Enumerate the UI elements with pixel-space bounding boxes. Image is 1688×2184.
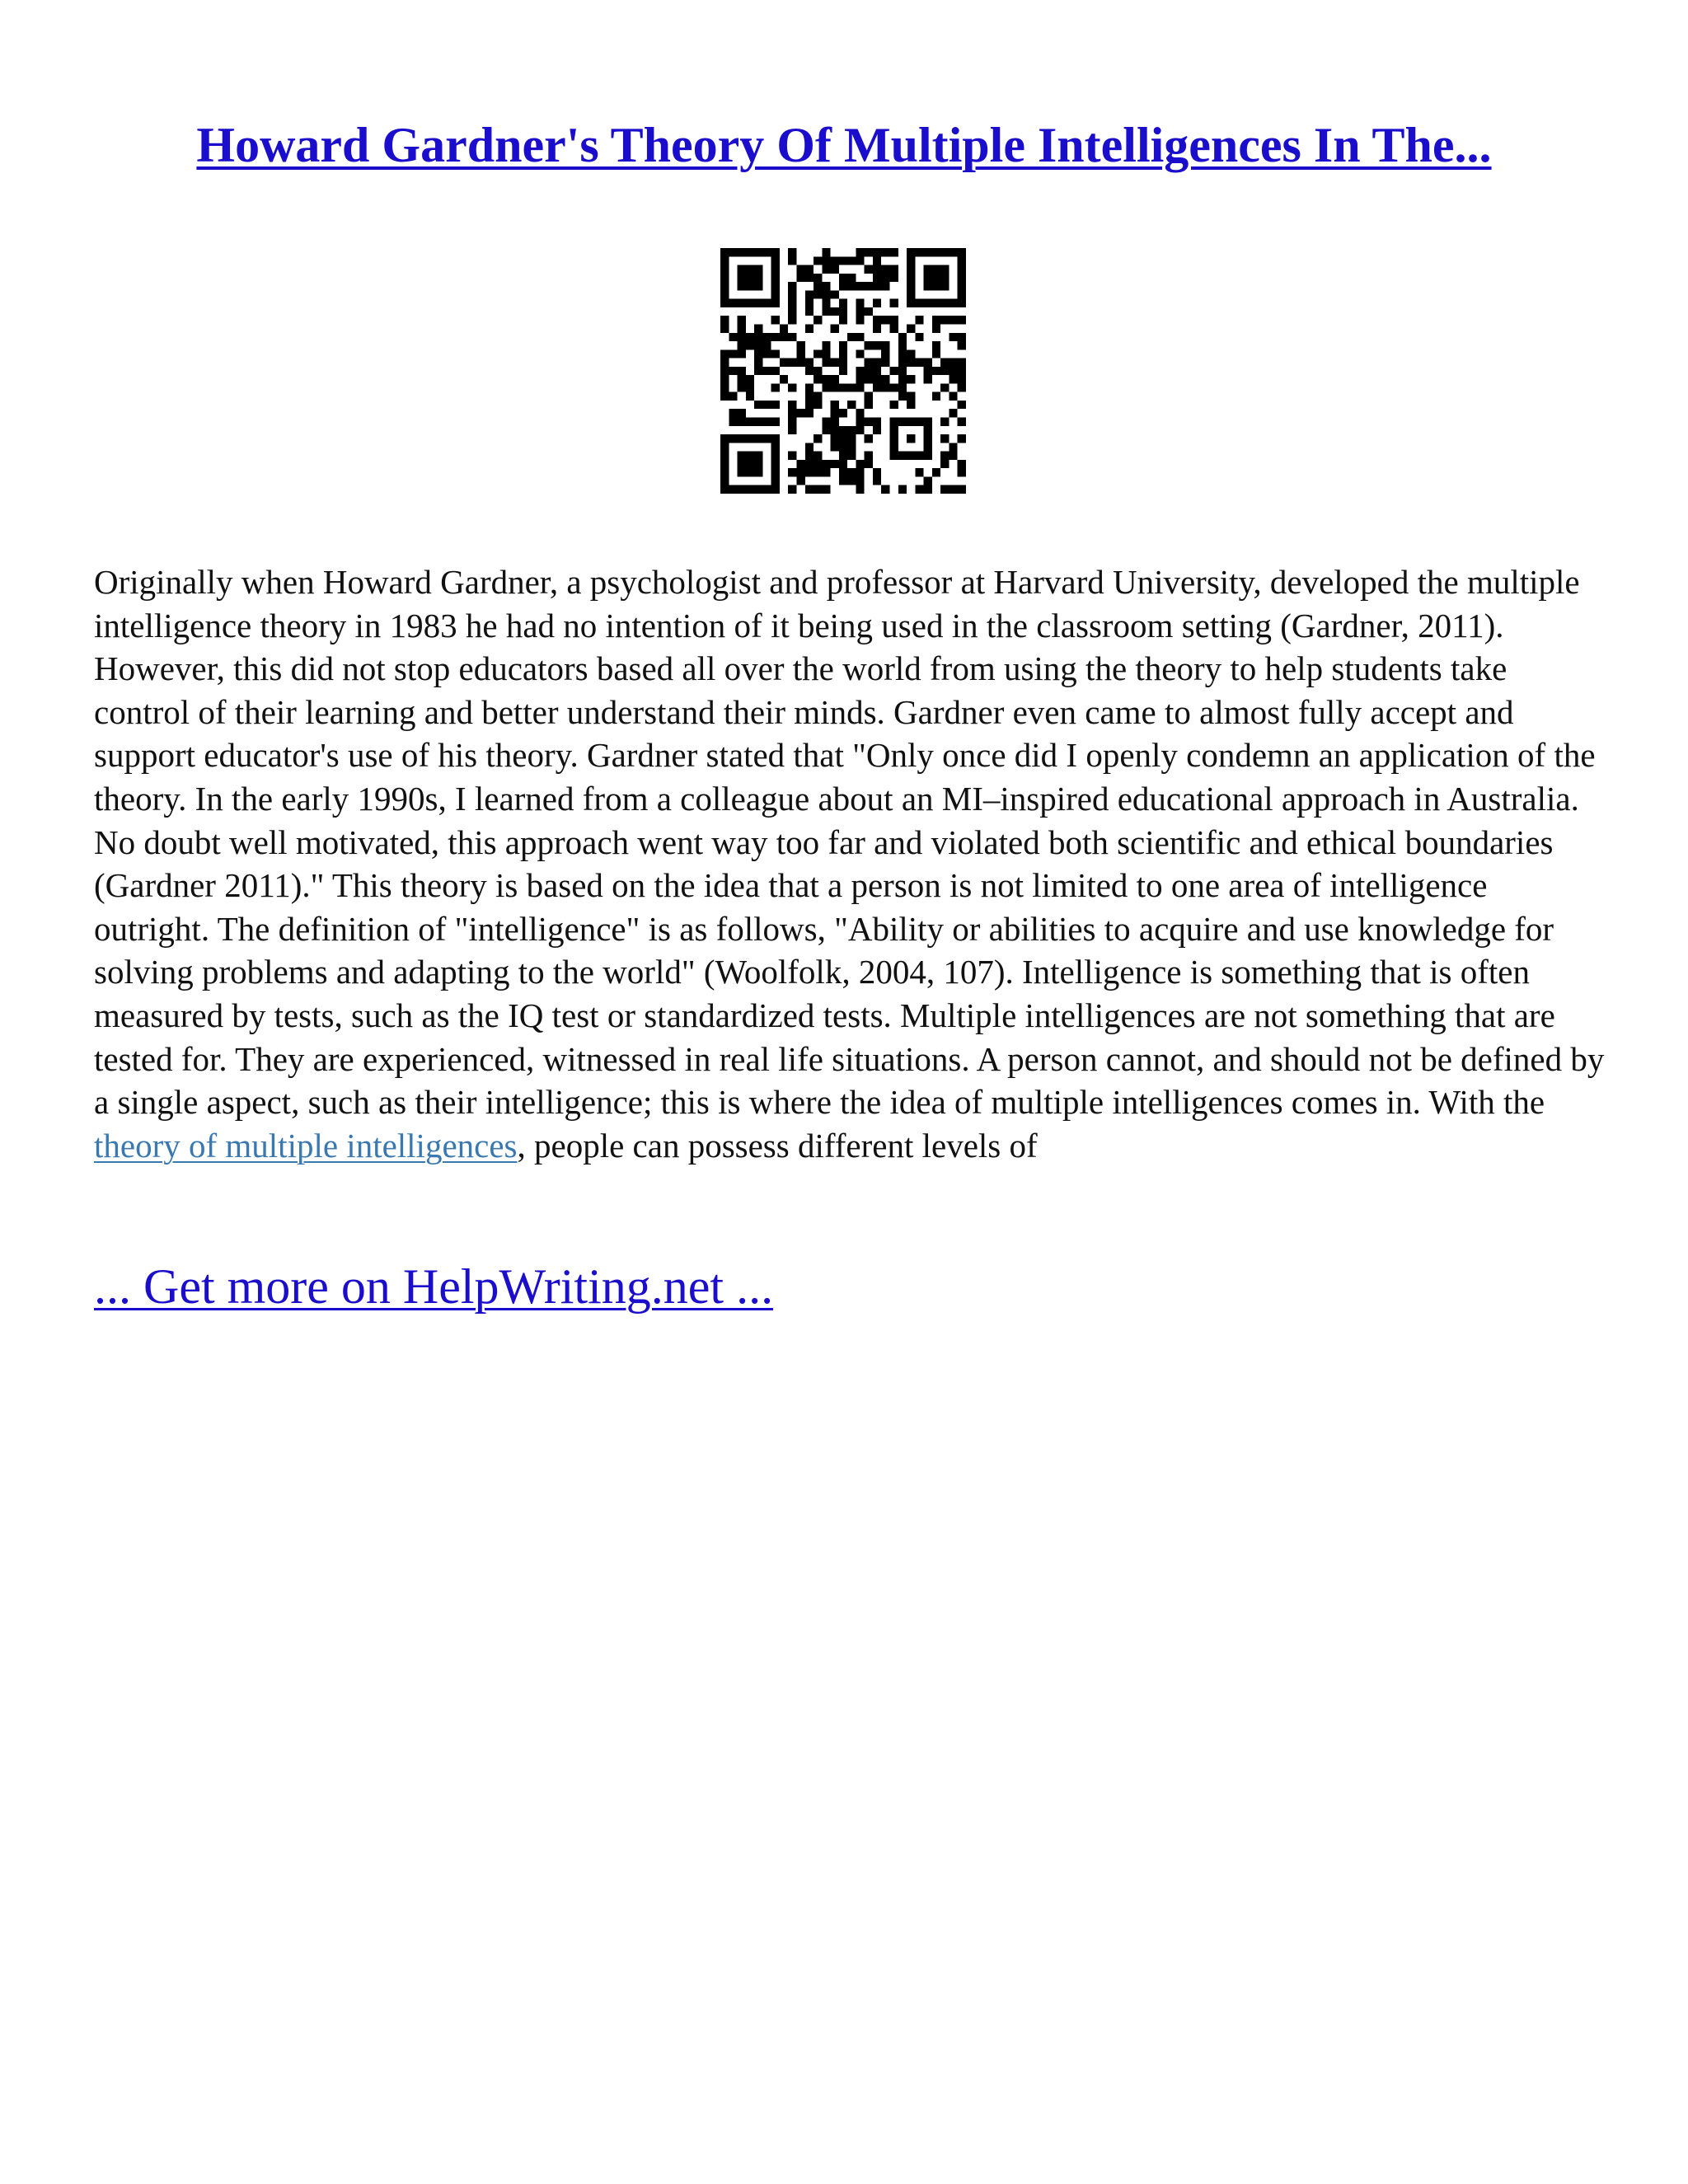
more-link-container [94, 1257, 773, 1316]
title-link[interactable]: Howard Gardner's Theory Of Multiple Intelligences In The... [196, 118, 1492, 172]
page-title [0, 115, 1688, 175]
paragraph-text-start: Originally when Howard Gardner, a psychologist and professor at Harvard University, developed the multiple intelligence theory in 1983 he had no intention of it being used in the classroom setting (Gardner, 2011). However, this did not stop educators based all over the world from using the theory to help students take control of their learning and better understand their minds. Gardner even came to almost fully accept and support educator's use of his theory. Gardner stated that "Only once did I openly condemn an application of the theory. In the early 1990s, I learned from a colleague about an MI–inspired educational approach in Australia. No doubt well motivated, this approach went way too far and violated both scientific and ethical boundaries (Gardner 2011)." This theory is based on the idea that a person is not limited to one area of intelligence outright. The definition of "intelligence" is as follows, "Ability or abilities to acquire and use knowledge for solving problems and adapting to the world" (Woolfolk, 2004, 107). Intelligence is something that is often measured by tests, such as the IQ test or standardized tests. Multiple intelligences are not something that are tested for. They are experienced, witnessed in real life situations. A person cannot, and should not be defined by a single aspect, such as their intelligence; this is where the idea of multiple intelligences comes in. With the [94, 563, 1605, 1122]
paragraph-text-end: , people can possess different levels of [517, 1126, 1038, 1165]
article-body [94, 560, 1611, 1167]
theory-link[interactable]: theory of multiple intelligences [94, 1126, 518, 1165]
get-more-link[interactable]: ... Get more on HelpWriting.net ... [94, 1259, 774, 1314]
article-paragraph [94, 560, 1611, 1167]
qr-code-icon [720, 248, 966, 494]
